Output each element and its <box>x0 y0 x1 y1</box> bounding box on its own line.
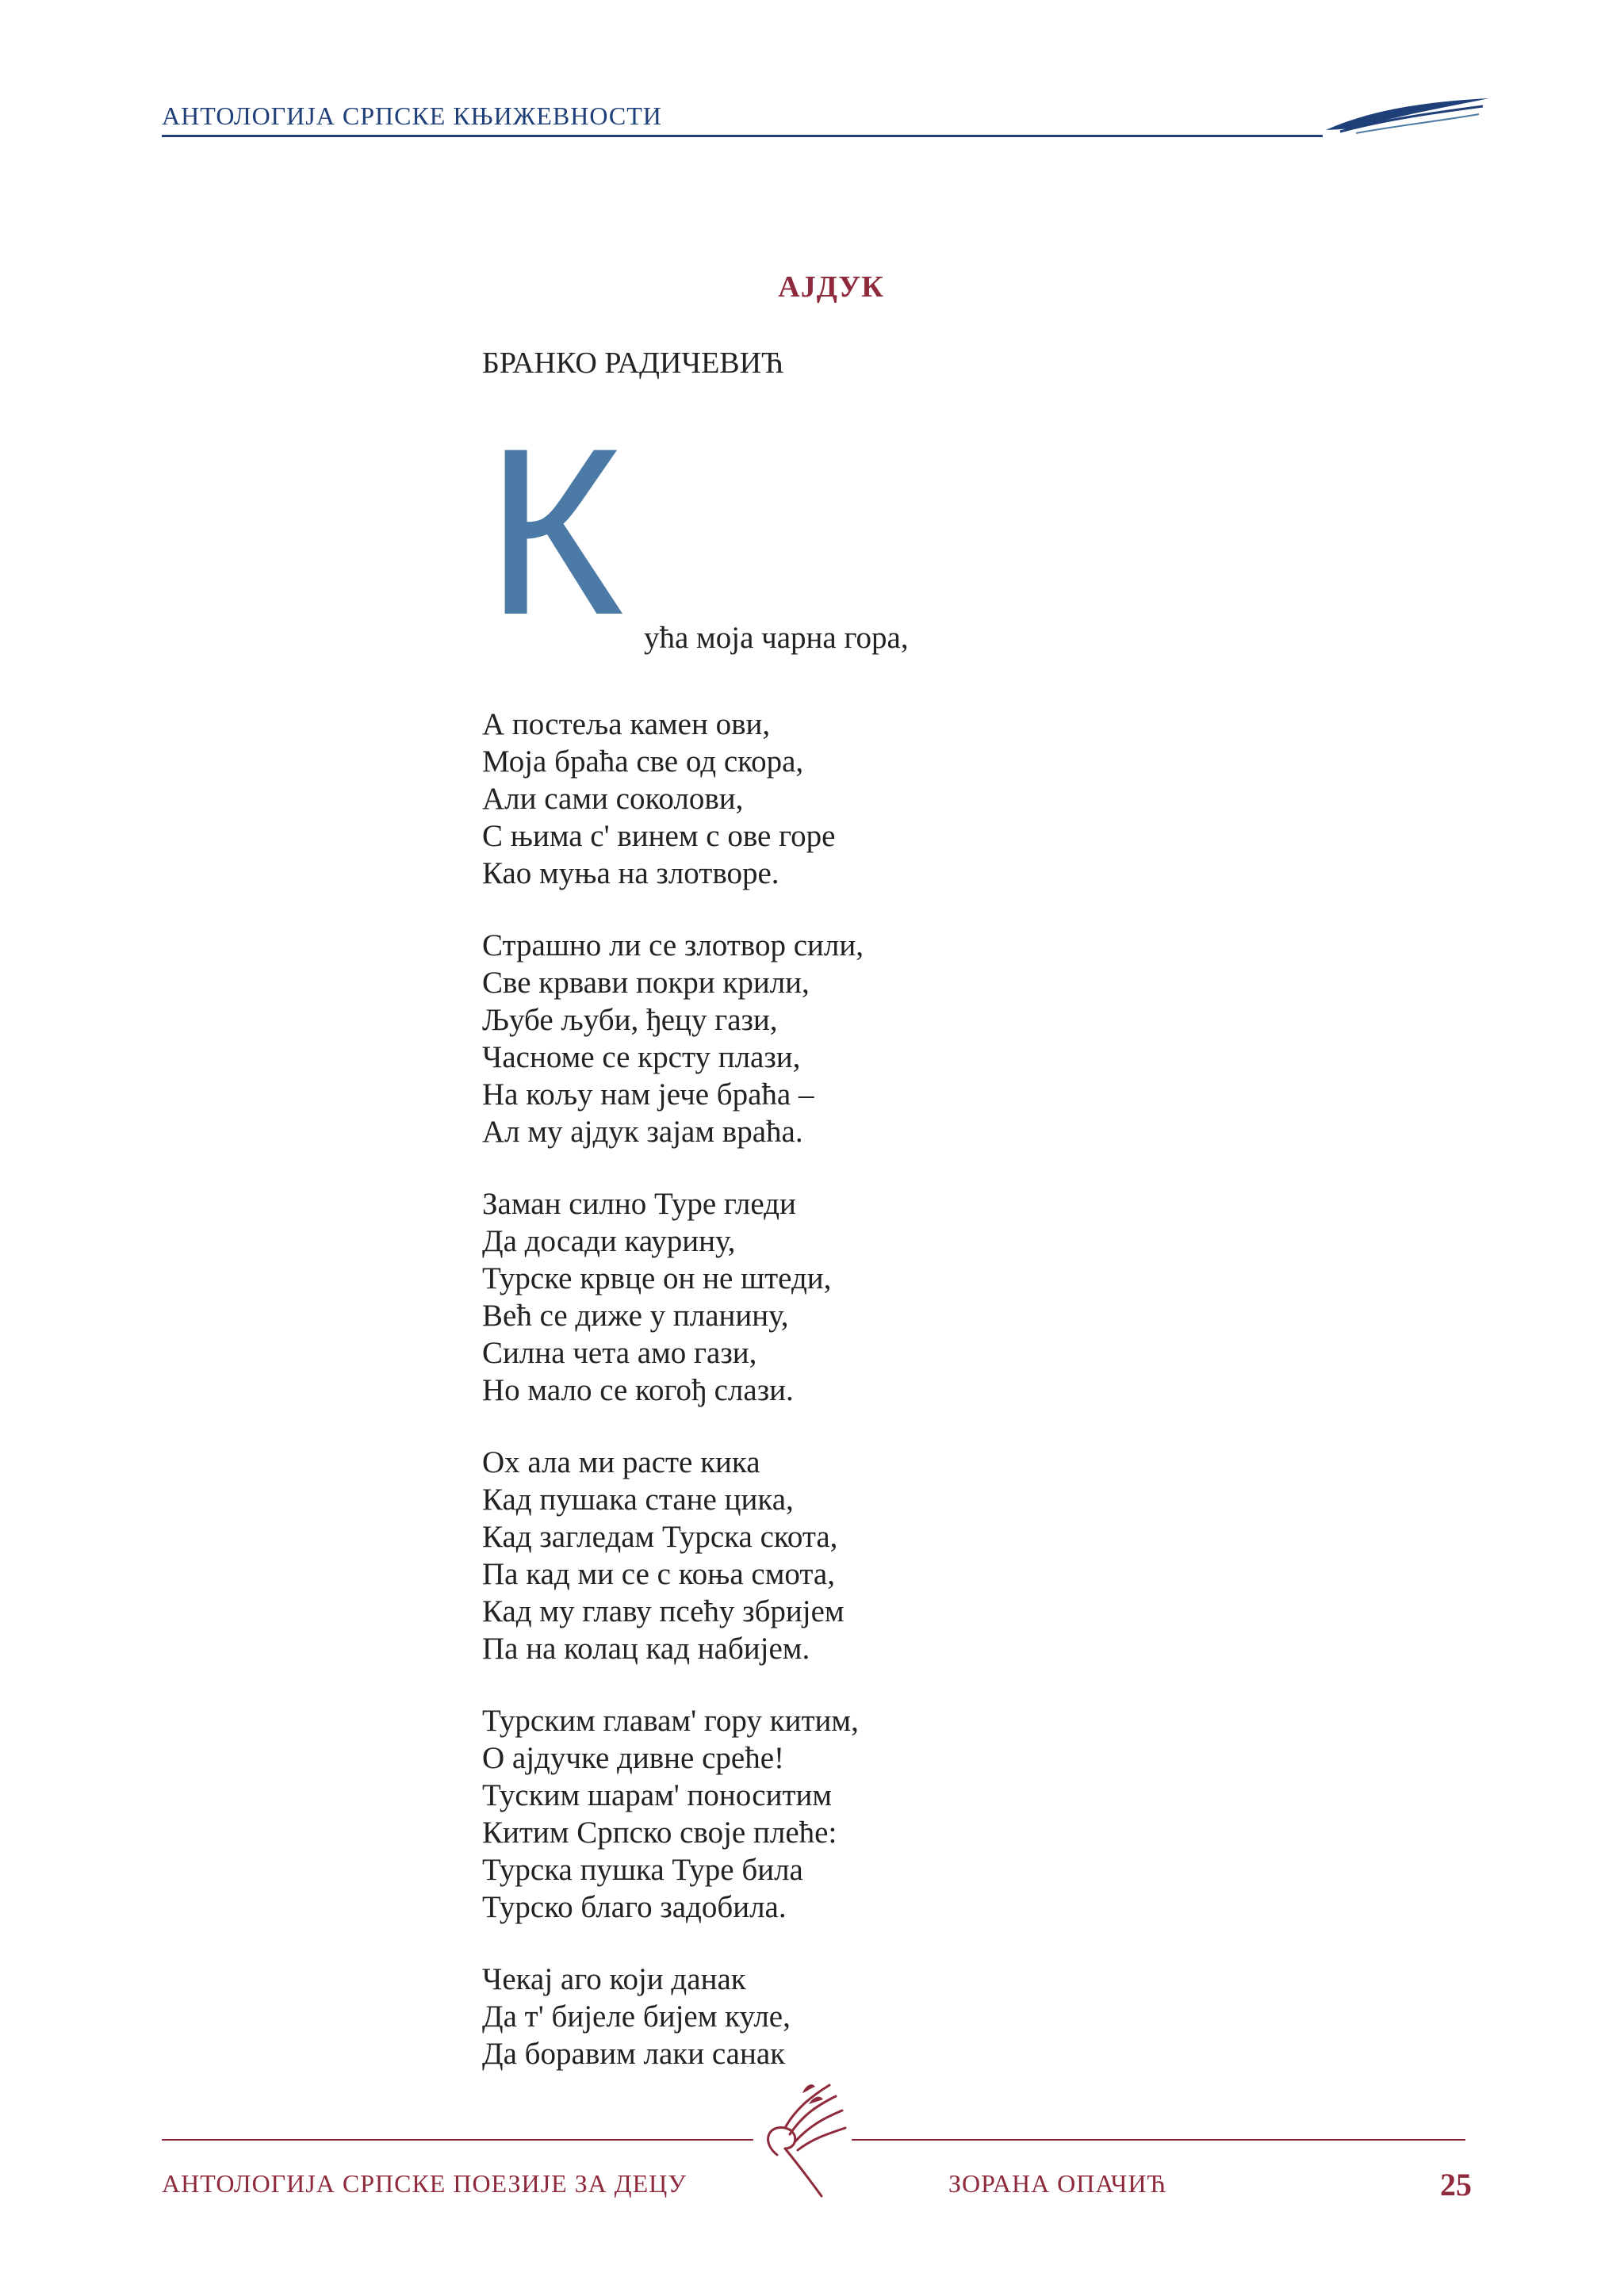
poem-line: Да досади каурину, <box>482 1224 736 1258</box>
poem-line: Ал му ајдук зајам враћа. <box>482 1115 803 1149</box>
poem-line: Страшно ли се злотвор сили, <box>482 928 864 962</box>
poem-line: Па на колац кад набијем. <box>482 1632 810 1666</box>
poem-stanza <box>482 706 1354 892</box>
poem-line: О ајдучке дивне среће! <box>482 1741 785 1775</box>
poem-stanza <box>482 1185 1354 1409</box>
poem-line: Турске крвце он не штеди, <box>482 1261 832 1295</box>
poem-line: Да т' бијеле бијем куле, <box>482 1999 791 2034</box>
poem-line: Већ се диже у планину, <box>482 1299 789 1333</box>
poem-stanza <box>482 1702 1354 1926</box>
poem-line: А постеља камен ови, <box>482 707 771 741</box>
poem-line: Турска пушка Туре била <box>482 1853 803 1887</box>
drop-cap-letter: К <box>485 398 624 664</box>
poem-stanza <box>482 1961 1354 2072</box>
poem-line: Кад загледам Турска скота, <box>482 1520 838 1554</box>
poem-line: На кољу нам јече браћа – <box>482 1077 814 1112</box>
poem-stanza <box>482 927 1354 1150</box>
poem-line: Ох ала ми расте кика <box>482 1445 760 1479</box>
poem-line: Па кад ми се с коња смота, <box>482 1557 835 1591</box>
header-title: АНТОЛОГИЈА СРПСКЕ КЊИЖЕВНОСТИ <box>162 101 662 130</box>
poem-line: Кад му главу псећу збријем <box>482 1594 845 1628</box>
poem-line: Турским главам' гору китим, <box>482 1704 859 1738</box>
floral-flourish-ornament-icon <box>753 2079 852 2199</box>
footer-rule <box>162 2139 753 2141</box>
poem-line: Часноме се крсту плази, <box>482 1040 801 1074</box>
poem-line: Заман силно Туре гледи <box>482 1187 796 1221</box>
poem-line: Но мало се когођ слази. <box>482 1373 794 1407</box>
poem-line: С њима с' винем с ове горе <box>482 819 836 853</box>
quill-swoosh-ornament-icon <box>1324 95 1491 135</box>
poem-line: Али сами соколови, <box>482 782 744 816</box>
poem-line: Да боравим лаки санак <box>482 2037 786 2071</box>
poem-line: Чекај аго који данак <box>482 1962 746 1996</box>
header-rule <box>162 135 1323 137</box>
poem-line: Турско благо задобила. <box>482 1890 787 1924</box>
poem-line: Китим Српско своје плеће: <box>482 1816 837 1850</box>
footer-author: ЗОРАНА ОПАЧИЋ <box>948 2169 1167 2198</box>
poem-line: Силна чета амо гази, <box>482 1336 757 1370</box>
footer-rule <box>852 2139 1465 2141</box>
footer-book-title: АНТОЛОГИЈА СРПСКЕ ПОЕЗИЈЕ ЗА ДЕЦУ <box>162 2169 687 2198</box>
poem-line: Као муња на злотворе. <box>482 856 779 890</box>
poem-line: Туским шарам' поноситим <box>482 1778 833 1812</box>
poem-line: Љубе љуби, ђецу гази, <box>482 1003 778 1037</box>
poem-line: Моја браћа све од скора, <box>482 744 804 779</box>
poem-first-line: ућа моја чарна гора, <box>644 621 909 655</box>
poem-author: БРАНКО РАДИЧЕВИЋ <box>482 346 784 380</box>
poem-body <box>482 706 1354 2107</box>
page-number: 25 <box>1440 2167 1472 2202</box>
poem-line: Кад пушака стане цика, <box>482 1483 794 1517</box>
poem-line: Све крвави покри крили, <box>482 966 810 1000</box>
poem-title: АЈДУК <box>778 270 884 304</box>
poem-stanza <box>482 1444 1354 1667</box>
